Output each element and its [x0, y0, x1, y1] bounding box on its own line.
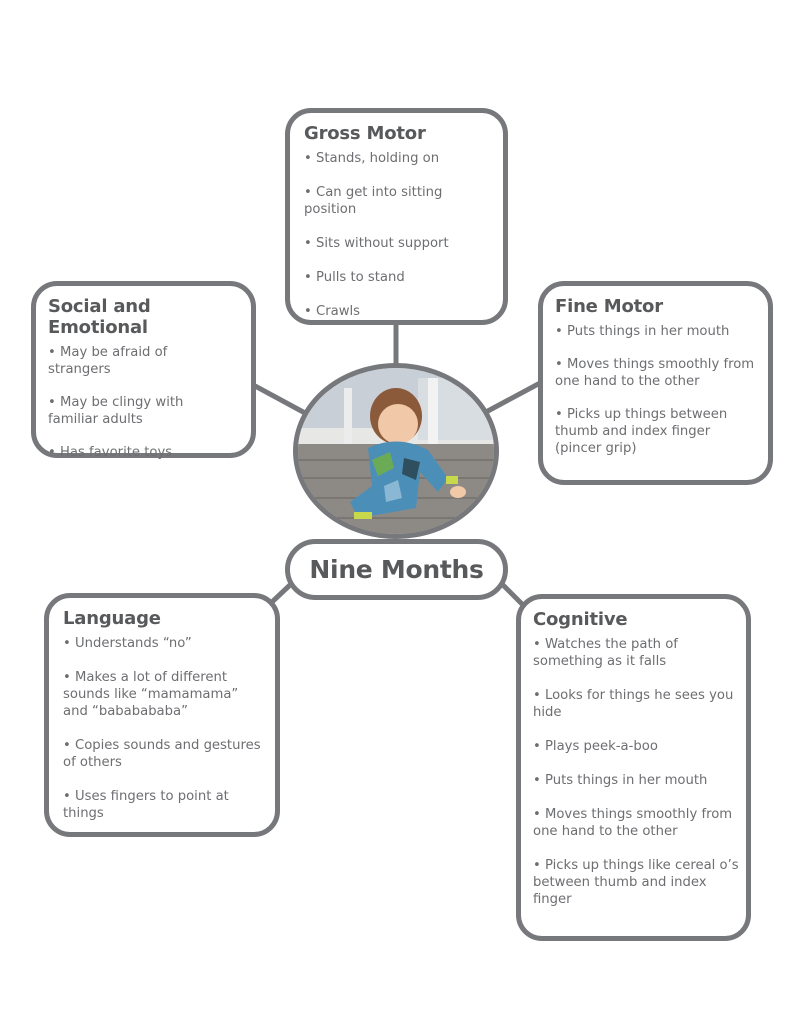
connector-social-emotional [255, 386, 305, 413]
gross-motor-box [285, 108, 508, 325]
list-item: • Moves things smoothly from one hand to the other [533, 806, 739, 840]
list-item: • Moves things smoothly from one hand to the other [555, 356, 758, 390]
gross-motor-list [304, 150, 493, 320]
connector-cognitive [503, 585, 522, 604]
list-item: • Puts things in her mouth [533, 772, 739, 789]
list-item: • Puts things in her mouth [555, 323, 758, 340]
language-box [44, 593, 280, 837]
cognitive-box [516, 594, 751, 941]
list-item: • Crawls [304, 303, 493, 320]
list-item: • Looks for things he sees you hide [533, 687, 739, 721]
fine-motor-heading: Fine Motor [555, 296, 663, 317]
list-item: • Watches the path of something as it falls [533, 636, 739, 670]
list-item: • Picks up things between thumb and index finger (pincer grip) [555, 406, 758, 457]
social-emotional-list [48, 344, 198, 461]
list-item: • Uses fingers to point at things [63, 788, 263, 822]
cognitive-heading: Cognitive [533, 609, 628, 630]
social-emotional-heading: Social and Emotional [48, 296, 151, 338]
title-pill [285, 539, 508, 600]
list-item: • Understands “no” [63, 635, 263, 652]
list-item: • Has favorite toys [48, 444, 198, 461]
list-item: • Plays peek-a-boo [533, 738, 739, 755]
cognitive-list [533, 636, 739, 908]
fine-motor-box [538, 281, 773, 485]
list-item: • Makes a lot of different sounds like “mamamama” and “bababababa” [63, 669, 263, 720]
language-heading: Language [63, 608, 161, 629]
baby-photo [293, 363, 499, 539]
list-item: • Pulls to stand [304, 269, 493, 286]
list-item: • Copies sounds and gestures of others [63, 737, 263, 771]
title-text: Nine Months [309, 555, 484, 584]
connector-language [272, 585, 290, 602]
social-emotional-box [31, 281, 256, 458]
list-item: • May be afraid of strangers [48, 344, 198, 378]
fine-motor-list [555, 323, 758, 457]
baby-crawling-photo [298, 368, 494, 534]
connector-fine-motor [486, 383, 540, 412]
language-list [63, 635, 263, 822]
list-item: • May be clingy with familiar adults [48, 394, 198, 428]
list-item: • Stands, holding on [304, 150, 493, 167]
list-item: • Can get into sitting position [304, 184, 493, 218]
gross-motor-heading: Gross Motor [304, 123, 426, 144]
list-item: • Picks up things like cereal o’s between thumb and index finger [533, 857, 739, 908]
list-item: • Sits without support [304, 235, 493, 252]
